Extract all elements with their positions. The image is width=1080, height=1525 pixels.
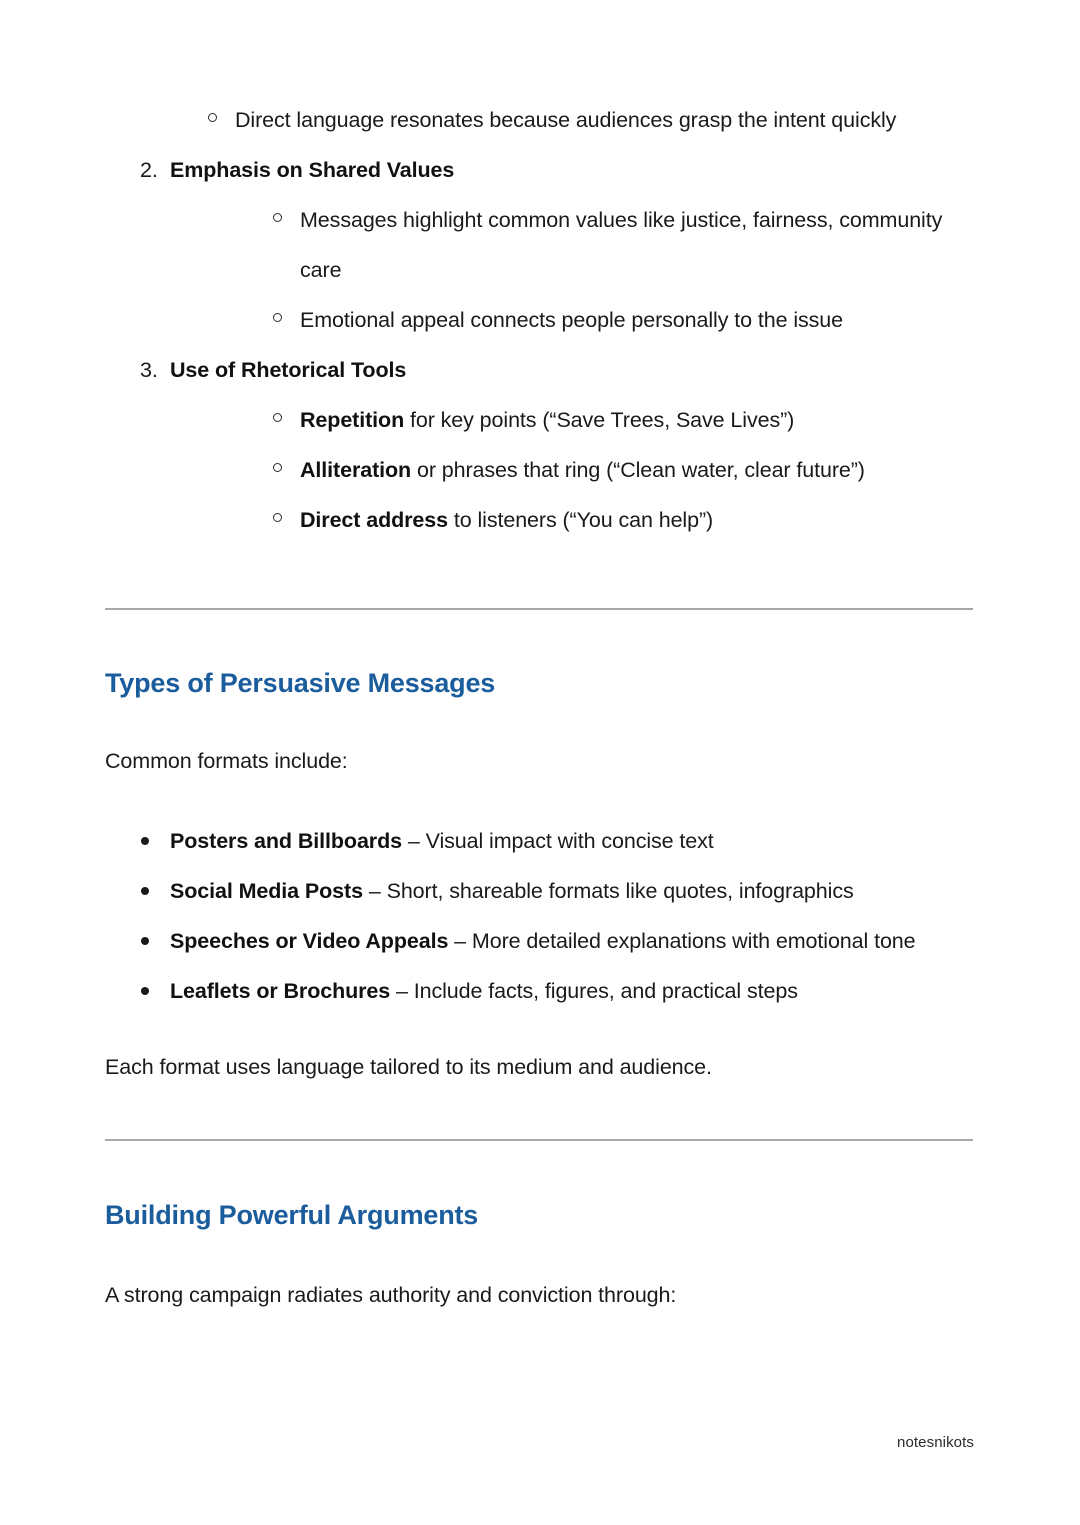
list-item	[170, 295, 985, 345]
hollow-circle-bullet-icon	[273, 513, 282, 522]
section-types-lead-wrapper	[105, 746, 985, 776]
hollow-circle-bullet-icon	[208, 113, 217, 122]
list-item-lead-term: Posters and Billboards	[170, 829, 402, 853]
filled-bullet-icon	[141, 887, 149, 895]
list-item-text: or phrases that ring (“Clean water, clear future”)	[411, 458, 865, 482]
list-item-lead-term: Alliteration	[300, 458, 412, 482]
list-item-lead-term: Repetition	[300, 408, 405, 432]
hollow-circle-bullet-icon	[273, 413, 282, 422]
hollow-circle-bullet-icon	[273, 463, 282, 472]
formats-list-wrapper	[105, 816, 985, 1016]
paragraph: Each format uses language tailored to its medium and audience.	[105, 1055, 712, 1079]
list-item	[105, 95, 985, 145]
numbered-list-item	[105, 345, 985, 545]
orphan-sub-list	[105, 95, 985, 145]
sub-list	[170, 395, 985, 545]
list-number: 2.	[140, 158, 158, 182]
page-title: Types of Persuasive Messages	[105, 668, 496, 698]
footer-watermark: notesnikots	[897, 1434, 974, 1451]
numbered-list	[105, 145, 985, 545]
list-item	[105, 866, 985, 916]
filled-bullet-icon	[141, 837, 149, 845]
list-item-text: to listeners (“You can help”)	[447, 508, 714, 532]
list-item	[170, 395, 985, 445]
sub-list	[170, 195, 985, 345]
list-item-lead-term: Leaflets or Brochures	[170, 979, 391, 1003]
section-divider-wrapper	[105, 608, 985, 610]
list-item-text: Messages highlight common values like justice, fairness, community care	[300, 208, 943, 282]
list-number: 3.	[140, 358, 158, 382]
paragraph: A strong campaign radiates authority and conviction through:	[105, 1283, 677, 1307]
list-item-lead-term: Speeches or Video Appeals	[170, 929, 449, 953]
horizontal-rule	[105, 1139, 973, 1141]
numbered-item-title: Emphasis on Shared Values	[170, 158, 455, 182]
list-item	[170, 495, 985, 545]
section-types-heading-wrapper	[105, 666, 985, 700]
section-types-closing-wrapper	[105, 1052, 985, 1082]
hollow-circle-bullet-icon	[273, 213, 282, 222]
hollow-circle-bullet-icon	[273, 313, 282, 322]
filled-bullet-icon	[141, 937, 149, 945]
section-divider-wrapper	[105, 1139, 985, 1141]
document-content	[105, 95, 985, 1310]
list-item-text: – Short, shareable formats like quotes, infographics	[362, 879, 854, 903]
list-item-text: – Include facts, figures, and practical steps	[390, 979, 798, 1003]
list-item-text: – Visual impact with concise text	[401, 829, 714, 853]
horizontal-rule	[105, 608, 973, 610]
bullet-list	[105, 816, 985, 1016]
numbered-item-title: Use of Rhetorical Tools	[170, 358, 407, 382]
list-item-lead-term: Direct address	[300, 508, 448, 532]
list-item	[105, 966, 985, 1016]
list-item-text: Emotional appeal connects people personally to the issue	[300, 308, 844, 332]
list-item-lead-term: Social Media Posts	[170, 879, 363, 903]
list-item-text: Direct language resonates because audiences grasp the intent quickly	[235, 108, 897, 132]
numbered-list-item	[105, 145, 985, 345]
list-item-text: – More detailed explanations with emotional tone	[448, 929, 916, 953]
list-item	[170, 195, 985, 295]
section-arguments-heading-wrapper	[105, 1198, 985, 1232]
list-item	[105, 816, 985, 866]
page-title: Building Powerful Arguments	[105, 1200, 479, 1230]
paragraph: Common formats include:	[105, 749, 348, 773]
list-item	[170, 445, 985, 495]
list-item	[105, 916, 985, 966]
list-item-text: for key points (“Save Trees, Save Lives”)	[404, 408, 795, 432]
filled-bullet-icon	[141, 987, 149, 995]
section-arguments-lead-wrapper	[105, 1280, 985, 1310]
